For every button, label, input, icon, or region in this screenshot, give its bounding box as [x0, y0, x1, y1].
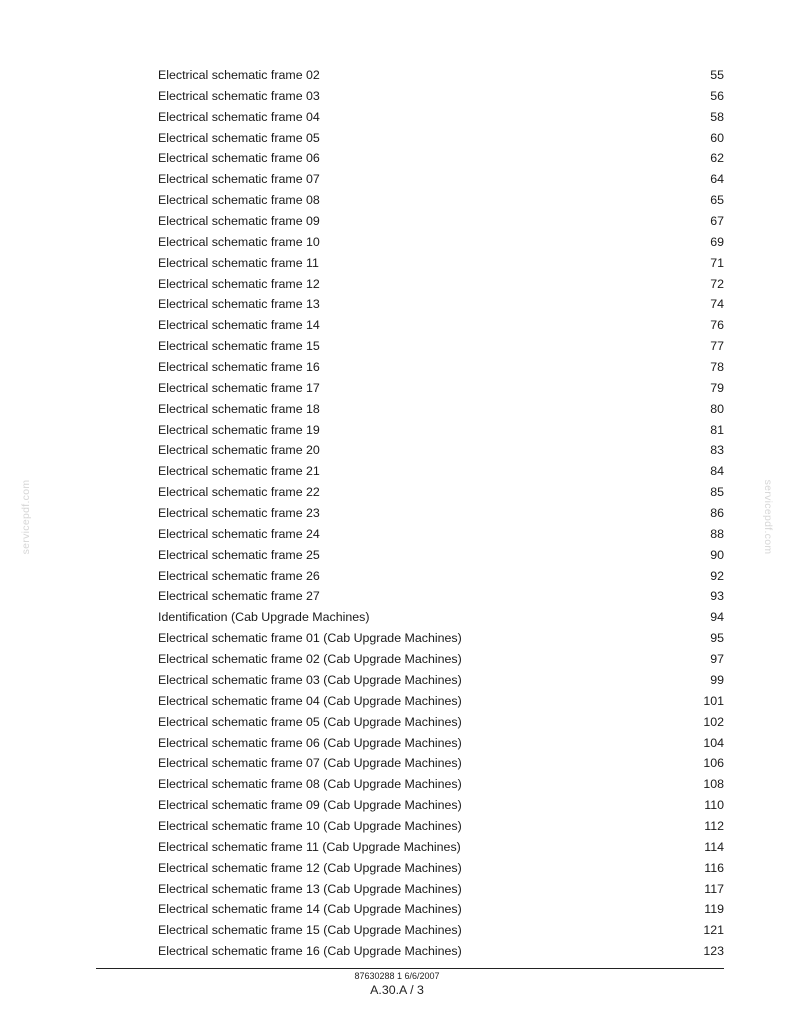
toc-entry[interactable] [158, 148, 724, 169]
toc-entry-page-number: 99 [710, 672, 724, 687]
toc-entry-title: Electrical schematic frame 10 [158, 234, 320, 249]
toc-entry[interactable] [158, 232, 724, 253]
toc-entry-title: Electrical schematic frame 23 [158, 506, 320, 521]
toc-entry-page-number: 110 [704, 798, 724, 813]
toc-entry-page-number: 81 [710, 422, 724, 437]
toc-entry-page-number: 102 [703, 714, 724, 729]
toc-entry[interactable] [158, 691, 724, 712]
toc-entry-page-number: 64 [710, 172, 724, 187]
toc-entry-page-number: 76 [710, 318, 724, 333]
toc-entry-title: Electrical schematic frame 12 [158, 276, 320, 291]
toc-entry-title: Electrical schematic frame 04 (Cab Upgrade Machines) [158, 693, 462, 708]
toc-entry-title: Electrical schematic frame 04 [158, 109, 320, 124]
toc-entry[interactable] [158, 607, 724, 628]
toc-entry-page-number: 88 [710, 526, 724, 541]
toc-entry-title: Electrical schematic frame 10 (Cab Upgrade Machines) [158, 818, 462, 833]
toc-entry-page-number: 95 [710, 631, 724, 646]
toc-entry-page-number: 65 [710, 193, 724, 208]
toc-entry-page-number: 94 [710, 610, 724, 625]
footer-divider [96, 968, 724, 969]
toc-entry[interactable] [158, 461, 724, 482]
toc-entry-title: Electrical schematic frame 20 [158, 443, 320, 458]
toc-entry-title: Electrical schematic frame 15 [158, 339, 320, 354]
toc-entry[interactable] [158, 128, 724, 149]
toc-entry-title: Electrical schematic frame 07 [158, 172, 320, 187]
toc-entry[interactable] [158, 294, 724, 315]
toc-entry-page-number: 71 [710, 255, 724, 270]
toc-entry[interactable] [158, 65, 724, 86]
toc-entry[interactable] [158, 795, 724, 816]
toc-entry[interactable] [158, 357, 724, 378]
toc-entry-page-number: 72 [710, 276, 724, 291]
toc-entry[interactable] [158, 524, 724, 545]
toc-entry-title: Electrical schematic frame 14 (Cab Upgrade Machines) [158, 902, 462, 917]
toc-entry-title: Electrical schematic frame 05 [158, 130, 320, 145]
toc-entry-page-number: 119 [704, 902, 724, 917]
toc-entry-page-number: 114 [704, 839, 724, 854]
toc-entry-title: Electrical schematic frame 03 [158, 88, 320, 103]
toc-entry-title: Electrical schematic frame 16 (Cab Upgrade Machines) [158, 944, 462, 959]
toc-entry[interactable] [158, 733, 724, 754]
toc-entry-page-number: 93 [710, 589, 724, 604]
toc-entry-title: Electrical schematic frame 13 [158, 297, 320, 312]
toc-entry-title: Electrical schematic frame 11 [158, 255, 319, 270]
footer-document-code: 87630288 1 6/6/2007 [354, 971, 440, 981]
toc-entry-title: Electrical schematic frame 14 [158, 318, 320, 333]
toc-entry-title: Electrical schematic frame 21 [158, 464, 320, 479]
toc-entry-title: Electrical schematic frame 11 (Cab Upgrade Machines) [158, 839, 461, 854]
footer-page-reference: A.30.A / 3 [370, 983, 424, 997]
toc-entry[interactable] [158, 858, 724, 879]
toc-entry[interactable] [158, 378, 724, 399]
toc-entry-title: Electrical schematic frame 18 [158, 401, 320, 416]
table-of-contents [158, 65, 724, 962]
toc-entry-title: Identification (Cab Upgrade Machines) [158, 610, 370, 625]
toc-entry[interactable] [158, 649, 724, 670]
toc-entry[interactable] [158, 440, 724, 461]
toc-entry[interactable] [158, 879, 724, 900]
toc-entry[interactable] [158, 628, 724, 649]
toc-entry-title: Electrical schematic frame 08 (Cab Upgrade Machines) [158, 777, 462, 792]
toc-entry[interactable] [158, 503, 724, 524]
toc-entry-page-number: 60 [710, 130, 724, 145]
toc-entry-title: Electrical schematic frame 25 [158, 547, 320, 562]
toc-entry-page-number: 104 [703, 735, 724, 750]
watermark-left: servicepdf.com [20, 479, 32, 555]
toc-entry-page-number: 108 [703, 777, 724, 792]
toc-entry-title: Electrical schematic frame 07 (Cab Upgrade Machines) [158, 756, 462, 771]
toc-entry-title: Electrical schematic frame 16 [158, 360, 320, 375]
toc-entry-page-number: 74 [710, 297, 724, 312]
toc-entry-page-number: 92 [710, 568, 724, 583]
toc-entry-page-number: 121 [703, 923, 724, 938]
toc-entry-title: Electrical schematic frame 13 (Cab Upgrade Machines) [158, 881, 462, 896]
toc-entry-title: Electrical schematic frame 01 (Cab Upgrade Machines) [158, 631, 462, 646]
toc-entry[interactable] [158, 774, 724, 795]
toc-entry-page-number: 58 [710, 109, 724, 124]
toc-entry[interactable] [158, 586, 724, 607]
toc-entry-title: Electrical schematic frame 22 [158, 485, 320, 500]
toc-entry-title: Electrical schematic frame 12 (Cab Upgrade Machines) [158, 860, 462, 875]
toc-entry-title: Electrical schematic frame 06 [158, 151, 320, 166]
toc-entry-page-number: 79 [710, 380, 724, 395]
toc-entry[interactable] [158, 190, 724, 211]
toc-entry[interactable] [158, 566, 724, 587]
toc-entry-page-number: 56 [710, 88, 724, 103]
toc-entry-title: Electrical schematic frame 24 [158, 526, 320, 541]
toc-entry[interactable] [158, 941, 724, 962]
toc-entry[interactable] [158, 712, 724, 733]
toc-entry-page-number: 123 [703, 944, 724, 959]
toc-entry-page-number: 106 [703, 756, 724, 771]
toc-entry-page-number: 69 [710, 234, 724, 249]
toc-entry-page-number: 55 [710, 68, 724, 82]
toc-entry[interactable] [158, 920, 724, 941]
toc-entry-page-number: 77 [710, 339, 724, 354]
toc-entry-page-number: 112 [704, 818, 724, 833]
toc-entry[interactable] [158, 545, 724, 566]
toc-entry-title: Electrical schematic frame 15 (Cab Upgrade Machines) [158, 923, 462, 938]
toc-entry-page-number: 85 [710, 485, 724, 500]
toc-entry[interactable] [158, 253, 724, 274]
toc-entry[interactable] [158, 169, 724, 190]
toc-entry[interactable] [158, 816, 724, 837]
toc-entry-page-number: 83 [710, 443, 724, 458]
toc-entry-page-number: 84 [710, 464, 724, 479]
toc-entry-page-number: 67 [710, 214, 724, 229]
toc-entry-title: Electrical schematic frame 03 (Cab Upgrade Machines) [158, 672, 462, 687]
toc-entry-page-number: 101 [703, 693, 724, 708]
toc-entry[interactable] [158, 482, 724, 503]
toc-entry-title: Electrical schematic frame 09 [158, 214, 320, 229]
toc-entry[interactable] [158, 420, 724, 441]
toc-entry-page-number: 97 [710, 652, 724, 667]
toc-entry-page-number: 90 [710, 547, 724, 562]
toc-entry[interactable] [158, 753, 724, 774]
toc-entry[interactable] [158, 274, 724, 295]
toc-entry-title: Electrical schematic frame 05 (Cab Upgrade Machines) [158, 714, 462, 729]
toc-entry-title: Electrical schematic frame 06 (Cab Upgrade Machines) [158, 735, 462, 750]
toc-entry[interactable] [158, 837, 724, 858]
toc-entry-title: Electrical schematic frame 26 [158, 568, 320, 583]
toc-entry-title: Electrical schematic frame 02 (Cab Upgrade Machines) [158, 652, 462, 667]
toc-entry[interactable] [158, 315, 724, 336]
toc-entry[interactable] [158, 107, 724, 128]
toc-entry-page-number: 78 [710, 360, 724, 375]
toc-entry[interactable] [158, 336, 724, 357]
toc-entry-page-number: 86 [710, 506, 724, 521]
toc-entry[interactable] [158, 86, 724, 107]
toc-entry-page-number: 116 [704, 860, 724, 875]
toc-entry[interactable] [158, 211, 724, 232]
toc-entry-page-number: 80 [710, 401, 724, 416]
toc-entry-title: Electrical schematic frame 17 [158, 380, 320, 395]
toc-entry[interactable] [158, 670, 724, 691]
toc-entry[interactable] [158, 399, 724, 420]
toc-entry-page-number: 117 [704, 881, 724, 896]
toc-entry-title: Electrical schematic frame 09 (Cab Upgrade Machines) [158, 798, 462, 813]
toc-entry-title: Electrical schematic frame 27 [158, 589, 320, 604]
toc-entry[interactable] [158, 899, 724, 920]
watermark-right: servicepdf.com [762, 479, 774, 555]
toc-entry-title: Electrical schematic frame 19 [158, 422, 320, 437]
toc-entry-title: Electrical schematic frame 02 [158, 68, 320, 82]
toc-entry-page-number: 62 [710, 151, 724, 166]
toc-entry-title: Electrical schematic frame 08 [158, 193, 320, 208]
